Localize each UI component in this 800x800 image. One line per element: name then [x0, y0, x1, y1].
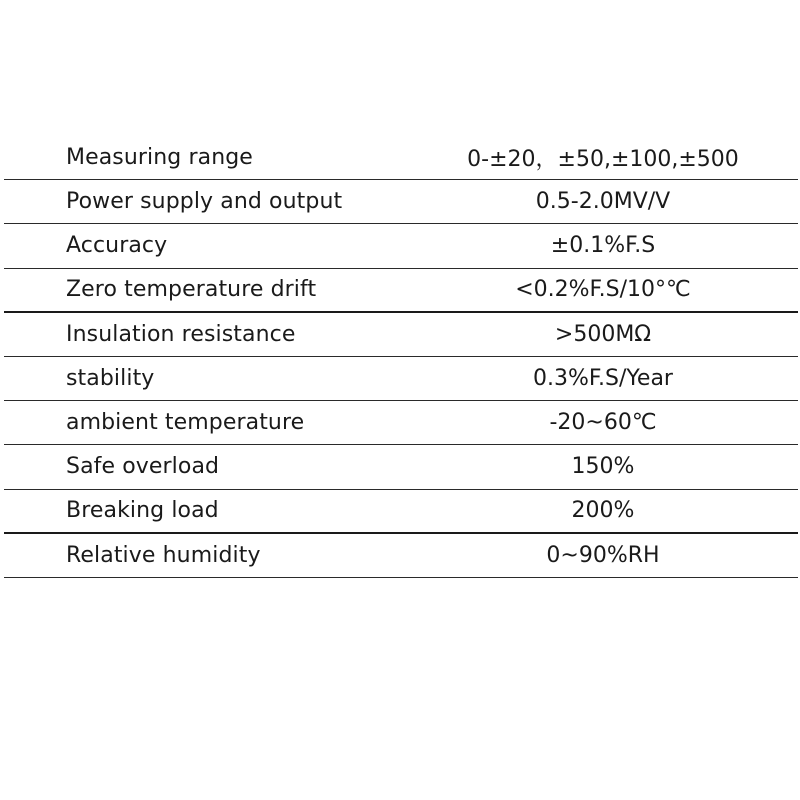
spec-row-ambient-temperature — [4, 401, 798, 445]
spec-value: >500MΩ — [554, 321, 652, 347]
spec-value: 0.5-2.0MV/V — [535, 189, 671, 215]
spec-row-zero-temperature-drift — [4, 269, 798, 313]
spec-row-stability — [4, 357, 798, 401]
spec-value: 0-±20，±50,±100,±500 — [467, 147, 739, 173]
spec-value: -20~60℃ — [549, 410, 657, 436]
spec-row-measuring-range — [4, 136, 798, 180]
spec-table — [4, 136, 798, 578]
spec-value: 200% — [571, 498, 635, 524]
spec-row-power-supply — [4, 180, 798, 224]
spec-row-safe-overload — [4, 445, 798, 489]
spec-label: Power supply and output — [66, 189, 343, 215]
spec-label: Breaking load — [66, 498, 219, 524]
spec-value: 150% — [571, 454, 635, 480]
spec-row-insulation-resistance — [4, 313, 798, 357]
spec-label: Relative humidity — [66, 542, 261, 568]
spec-value: <0.2%F.S/10°℃ — [515, 277, 691, 303]
spec-value: 0.3%F.S/Year — [533, 366, 673, 392]
spec-label: ambient temperature — [66, 410, 305, 436]
spec-value: ±0.1%F.S — [550, 233, 656, 259]
spec-label: Insulation resistance — [66, 321, 296, 347]
spec-label: Measuring range — [66, 145, 253, 171]
spec-label: stability — [66, 366, 155, 392]
spec-label: Safe overload — [66, 454, 220, 480]
spec-row-breaking-load — [4, 490, 798, 534]
spec-label: Accuracy — [66, 233, 168, 259]
spec-value: 0~90%RH — [546, 542, 660, 568]
spec-row-relative-humidity — [4, 534, 798, 578]
spec-row-accuracy — [4, 224, 798, 268]
spec-label: Zero temperature drift — [66, 277, 317, 303]
